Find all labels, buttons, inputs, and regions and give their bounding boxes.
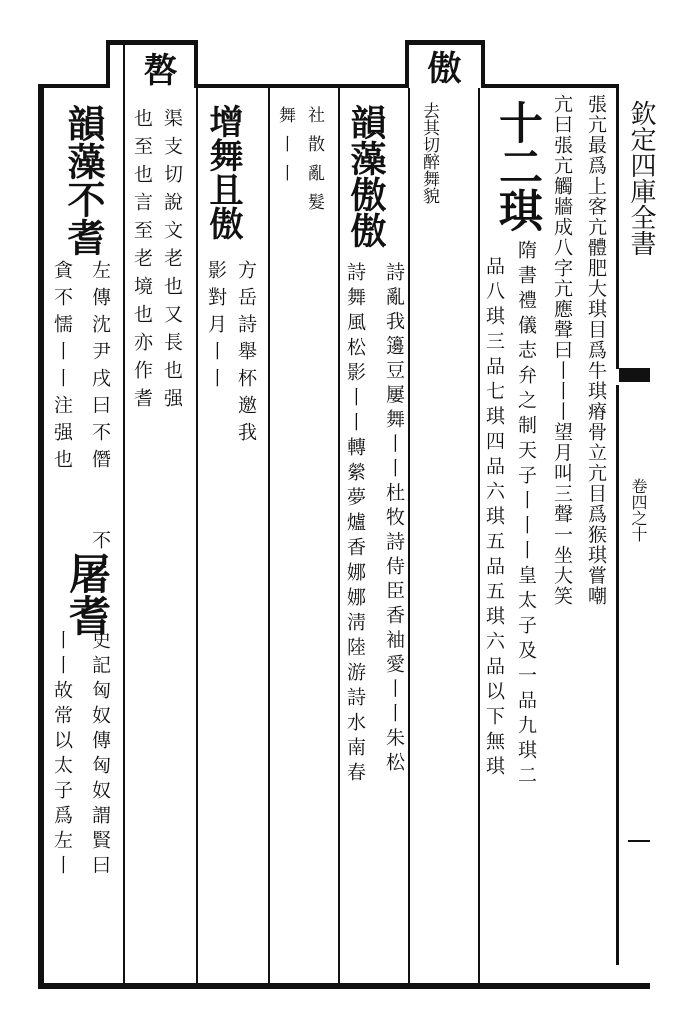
text-column: 張亢最爲上客亢體肥大琪目爲牛琪瘠骨立亢目爲猴琪嘗嘲 bbox=[585, 94, 607, 607]
entry-headword: 韻藻傲傲 bbox=[345, 104, 387, 248]
divider bbox=[268, 88, 270, 983]
top-border-mid bbox=[196, 84, 408, 88]
tab-note: 去其切醉舞貌 bbox=[419, 102, 439, 204]
divider bbox=[478, 88, 480, 983]
entry-headword: 增舞且傲 bbox=[203, 104, 243, 240]
entry-headword: 十二琪 bbox=[491, 100, 542, 232]
text-column: 隋書禮儀志弁之制天子丨丨丨皇太子及一品九琪二 bbox=[515, 240, 537, 790]
volume-label: 卷四之十 bbox=[629, 478, 648, 542]
text-column: 方岳詩舉杯邀我 bbox=[235, 260, 257, 449]
text-column: 丨丨故常以太子爲左丨 bbox=[51, 630, 73, 880]
text-column: 詩舞風松影丨丨轉縈夢爐香娜娜淸陸游詩水南春 bbox=[344, 262, 366, 787]
tab-char-left: 嗸 bbox=[137, 52, 177, 86]
text-column: 渠支切說文老也又長也强 bbox=[161, 108, 183, 416]
text-column: 舞丨丨 bbox=[275, 106, 295, 193]
text-column: 品八琪三品七琪四品六琪五品五琪六品以下無琪 bbox=[483, 256, 505, 781]
margin-line-bottom bbox=[616, 385, 619, 965]
entry-headword: 韻藻不耆 bbox=[61, 104, 106, 256]
divider bbox=[338, 88, 340, 983]
text-column: 史記匈奴傳匈奴謂賢曰 bbox=[89, 630, 111, 880]
outer-border-bottom bbox=[38, 983, 650, 989]
fishtail-mark bbox=[619, 368, 650, 382]
tab-left-r bbox=[194, 40, 198, 88]
margin-tick bbox=[628, 840, 650, 842]
tab-right-top bbox=[405, 40, 485, 45]
text-column: 不 bbox=[89, 530, 111, 549]
tab-right-r bbox=[481, 40, 485, 88]
divider bbox=[196, 88, 198, 983]
entry-headword: 屠耆 bbox=[63, 552, 112, 636]
top-border-right bbox=[482, 84, 617, 88]
text-column: 詩亂我籩豆屢舞丨丨杜牧詩侍臣香袖愛丨丨朱松 bbox=[383, 262, 405, 777]
margin-line-top bbox=[616, 84, 619, 369]
text-column: 貪不懦丨丨注强也 bbox=[51, 260, 73, 476]
text-column: 社散亂髮 bbox=[304, 106, 324, 222]
tab-left-l bbox=[106, 40, 110, 88]
tab-left-top bbox=[106, 40, 198, 45]
divider bbox=[408, 88, 410, 983]
book-title: 欽定四庫全書 bbox=[626, 100, 656, 256]
tab-char-right: 傲 bbox=[421, 50, 461, 84]
text-column: 也至也言至老境也亦作耆 bbox=[131, 108, 153, 416]
top-border-left bbox=[38, 84, 108, 88]
text-column: 亢曰張亢觸牆成八字亢應聲曰丨丨丨望月叫三聲一坐大笑 bbox=[551, 94, 573, 607]
text-column: 影對月丨丨 bbox=[205, 260, 227, 395]
text-column: 左傳沈尹戌曰不僭 bbox=[89, 260, 111, 476]
outer-border-left bbox=[38, 84, 44, 989]
divider bbox=[123, 45, 125, 983]
tab-right-l bbox=[405, 40, 409, 88]
